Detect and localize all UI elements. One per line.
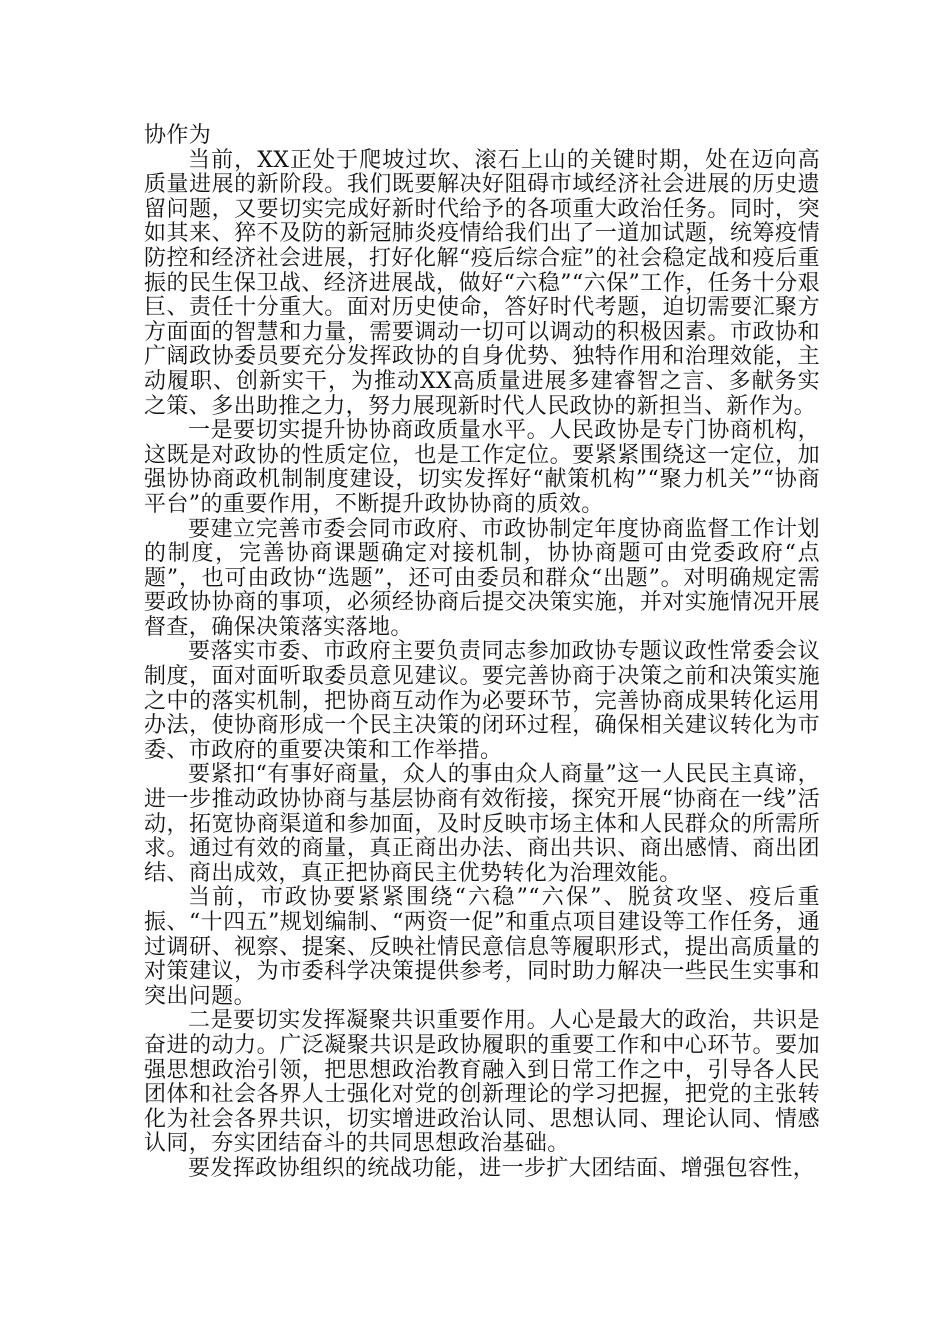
document-page [144, 124, 820, 1182]
paragraph-point-two: 二是要切实发挥凝聚共识重要作用。人心是最大的政治，共识是奋进的动力。广泛凝聚共识是政协履职的重要工作和中心环节。要加强思想政治引领，把思想政治教育融入到日常工作之中，引导各人民团体和社会各界人士强化对党的创新理论的学习把握，把党的主张转化为社会各界共识，切实增进政治认同、思想认同、理论认同、情感认同，夯实团结奋斗的共同思想政治基础。 [144, 1008, 820, 1157]
paragraph-fragment: 协作为 [144, 123, 212, 148]
paragraph-consultation: 要紧扣“有事好商量，众人的事由众人商量”这一人民民主真谛，进一步推动政协协商与基层协商有效衔接，探究开展“协商在一线”活动，拓宽协商渠道和参加面，及时反映市场主体和人民群众的所需所求。通过有效的商量，真正商出办法、商出共识、商出感情、商出团结、商出成效，真正把协商民主优势转化为治理效能。 [144, 762, 820, 886]
paragraph-point-one: 一是要切实提升协协商政质量水平。人民政协是专门协商机构，这既是对政协的性质定位，也是工作定位。要紧紧围绕这一定位，加强协协商政机制制度建设，切实发挥好“献策机构”“聚力机关”“协商平台”的重要作用，不断提升政协协商的质效。 [144, 418, 820, 517]
paragraph-current-tasks: 当前，市政协要紧紧围绕“六稳”“六保”、脱贫攻坚、疫后重振、“十四五”规划编制、“两资一促”和重点项目建设等工作任务，通过调研、视察、提案、反映社情民意信息等履职形式，提出高质量的对策建议，为市委科学决策提供参考，同时助力解决一些民生实事和突出问题。 [144, 885, 820, 1009]
paragraph-intro: 当前，XX正处于爬坡过坎、滚石上山的关键时期，处在迈向高质量进展的新阶段。我们既要解决好阻碍市域经济社会进展的历史遗留问题，又要切实完成好新时代给予的各项重大政治任务。同时，突如其来、猝不及防的新冠肺炎疫情给我们出了一道加试题，统筹疫情防控和经济社会进展，打好化解“疫后综合症”的社会稳定战和疫后重振的民生保卫战、经济进展战，做好“六稳”“六保”工作，任务十分艰巨、责任十分重大。面对历史使命，答好时代考题，迫切需要汇聚方方面面的智慧和力量，需要调动一切可以调动的积极因素。市政协和广阔政协委员要充分发挥政协的自身优势、独特作用和治理效能，主动履职、创新实干，为推动XX高质量进展多建睿智之言、多献务实之策、多出助推之力，努力展现新时代人民政协的新担当、新作为。 [144, 147, 820, 419]
paragraph-united-front: 要发挥政协组织的统战功能，进一步扩大团结面、增强包容性， [188, 1155, 816, 1181]
paragraph-plan-system: 要建立完善市委会同市政府、市政协制定年度协商监督工作计划的制度，完善协商课题确定对接机制，协协商题可由党委政府“点题”，也可由政协“选题”，还可由委员和群众“出题”。对明确规定需要政协协商的事项，必须经协商后提交决策实施，并对实施情况开展督查，确保决策落实落地。 [144, 516, 820, 640]
paragraph-meeting-system: 要落实市委、市政府主要负责同志参加政协专题议政性常委会议制度，面对面听取委员意见建议。要完善协商于决策之前和决策实施之中的落实机制，把协商互动作为必要环节，完善协商成果转化运用办法，使协商形成一个民主决策的闭环过程，确保相关建议转化为市委、市政府的重要决策和工作举措。 [144, 639, 820, 763]
